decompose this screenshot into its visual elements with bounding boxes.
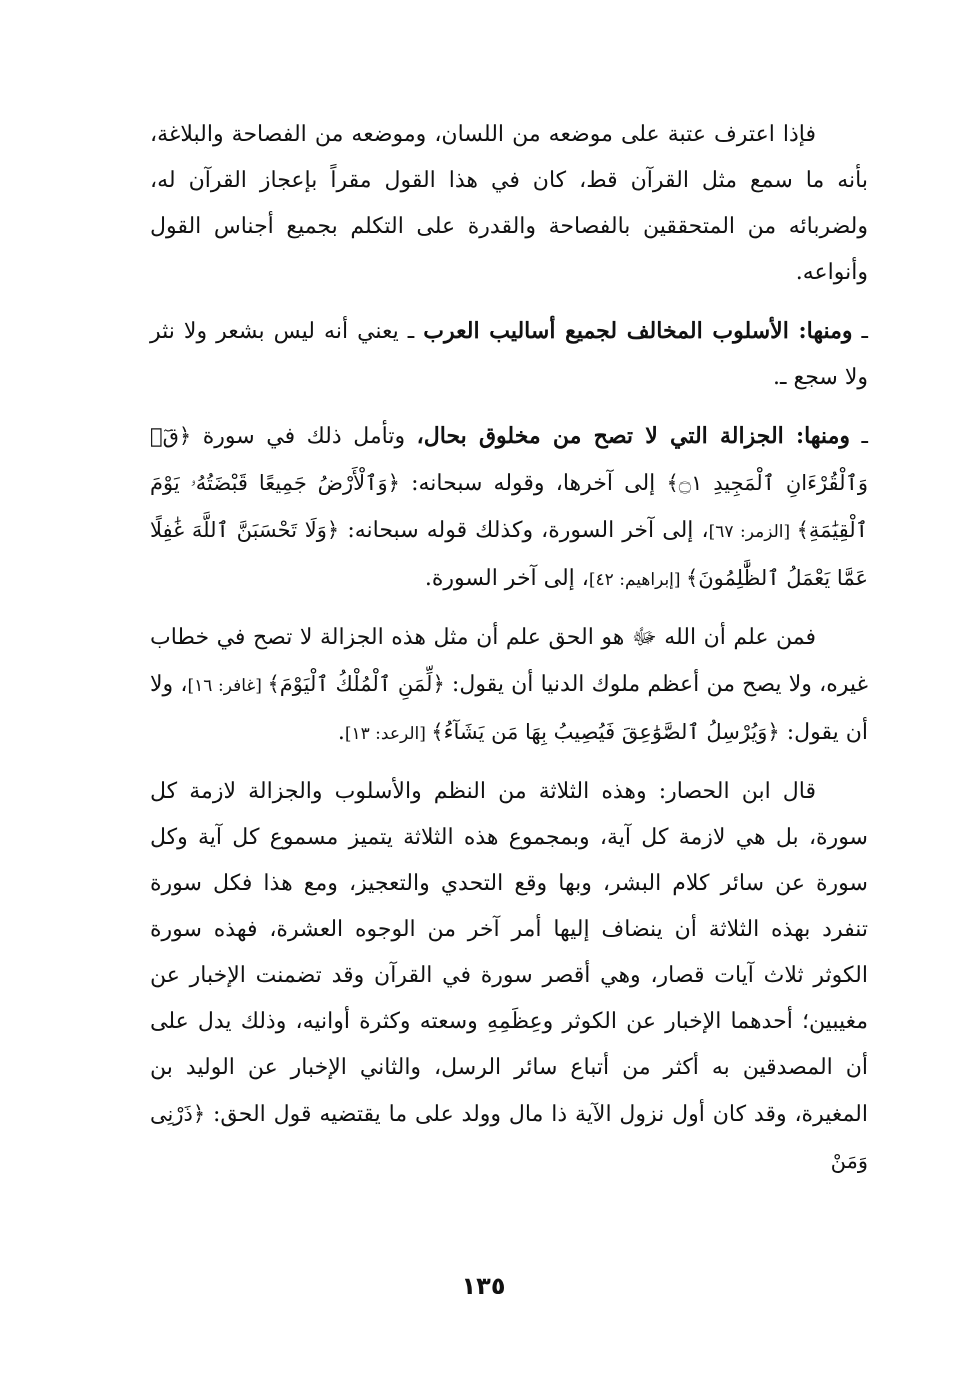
quran-verse-ghafir: ﴿لِّمَنِ ٱلْمُلْكُ ٱلْيَوْمَ﴾	[267, 672, 445, 696]
paragraph-4-text-3: .	[337, 720, 345, 745]
quran-verse-qaf: ﴿قٓۚ وَٱلْقُرْءَانِ ٱلْمَجِيدِ ۝١﴾	[150, 424, 869, 495]
paragraph-5-text-1: قال ابن الحصار: وهذه الثلاثة من النظم والأسلوب والجزالة لازمة كل سورة، بل هي لازمة كل آية، وبمجموع هذه الثلاثة يتميز مسموع كل آية وكل سورة عن سائر كلام البشر، وبها وقع التحدي والتعجيز، ومع هذا فكل سورة تنفرد بهذه الثلاثة أن ينضاف إليها أمر آخر من الوجوه العشرة، فهذه سورة الكوثر ثلاث آيات قصار، وهي أقصر سورة في القرآن وقد تضمنت الإخبار عن مغيبين؛ أحدهما الإخبار عن الكوثر وعِظَمِهِ وسعته وكثرة أوانيه، وذلك يدل على أن المصدقين به أكثر من أتباع سائر الرسل، والثاني الإخبار عن الوليد بن المغيرة، وقد كان أول نزول الآية ذا مال وولد على ما يقتضيه قول الحق:	[150, 779, 868, 1127]
paragraph-3	[150, 413, 868, 603]
paragraph-2-heading: ومنها: الأسلوب المخالف لجميع أساليب العرب	[423, 318, 853, 344]
paragraph-1-text: فإذا اعترف عتبة على موضعه من اللسان، وموضعه من الفصاحة والبلاغة، بأنه ما سمع مثل القرآن قط، كان في هذا القول مقراً بإعجاز القرآن له، ولضربائه من المتحققين بالفصاحة والقدرة على التكلم بجميع أجناس القول وأنواعه.	[150, 122, 868, 285]
paragraph-3-text-1: وتأمل ذلك في سورة	[191, 424, 417, 449]
paragraph-4-text-2: ، ولا أن يقول:	[150, 672, 868, 745]
quran-verse-raad: ﴿وَيُرْسِلُ ٱلصَّوَٰعِقَ فَيُصِيبُ بِهَا مَن يَشَآءُ﴾	[431, 720, 780, 744]
paragraph-2-dash: ـ	[852, 319, 868, 344]
quran-verse-ibrahim: ﴿وَلَا تَحْسَبَنَّ ٱللَّهَ غَٰفِلًا عَمَّا يَعْمَلُ ٱلظَّٰلِمُونَ﴾	[150, 518, 868, 590]
reference-zumar: [الزمر: ٦٧]	[708, 522, 797, 542]
paragraph-3-text-4: ، إلى آخر السورة.	[424, 566, 589, 591]
paragraph-2	[150, 308, 868, 401]
paragraph-3-text-2: إلى آخرها، وقوله سبحانه:	[399, 471, 667, 496]
reference-ibrahim: [إبراهيم: ٤٢]	[588, 570, 686, 590]
quran-verse-zumar: ﴿وَٱلْأَرْضُ جَمِيعًا قَبْضَتُهُۥ يَوْمَ ٱلْقِيَٰمَةِ﴾	[150, 471, 868, 542]
paragraph-3-dash: ـ	[849, 424, 868, 449]
quran-verse-muddaththir: ﴿ذَرْنِى وَمَنْ	[150, 1102, 868, 1173]
page-number: ١٣٥	[461, 1272, 506, 1300]
paragraph-1	[150, 112, 868, 296]
paragraph-4-text-1: فمن علم أن الله ﷻ هو الحق علم أن مثل هذه الجزالة لا تصح في خطاب غيره، ولا يصح من أعظم ملوك الدنيا أن يقول:	[150, 625, 869, 697]
reference-raad: [الرعد: ١٣]	[344, 724, 432, 744]
paragraph-4	[150, 615, 868, 757]
paragraph-5	[150, 769, 868, 1185]
reference-ghafir: [غافر: ١٦]	[187, 676, 268, 696]
paragraph-2-text: ـ يعني أنه ليس بشعر ولا نثر ولا سجع ـ.	[150, 319, 868, 390]
body-text	[150, 112, 868, 1197]
paragraph-3-text-3: ، إلى آخر السورة، وكذلك قوله سبحانه:	[339, 518, 709, 543]
paragraph-3-heading: ومنها: الجزالة التي لا تصح من مخلوق بحال،	[416, 423, 850, 449]
